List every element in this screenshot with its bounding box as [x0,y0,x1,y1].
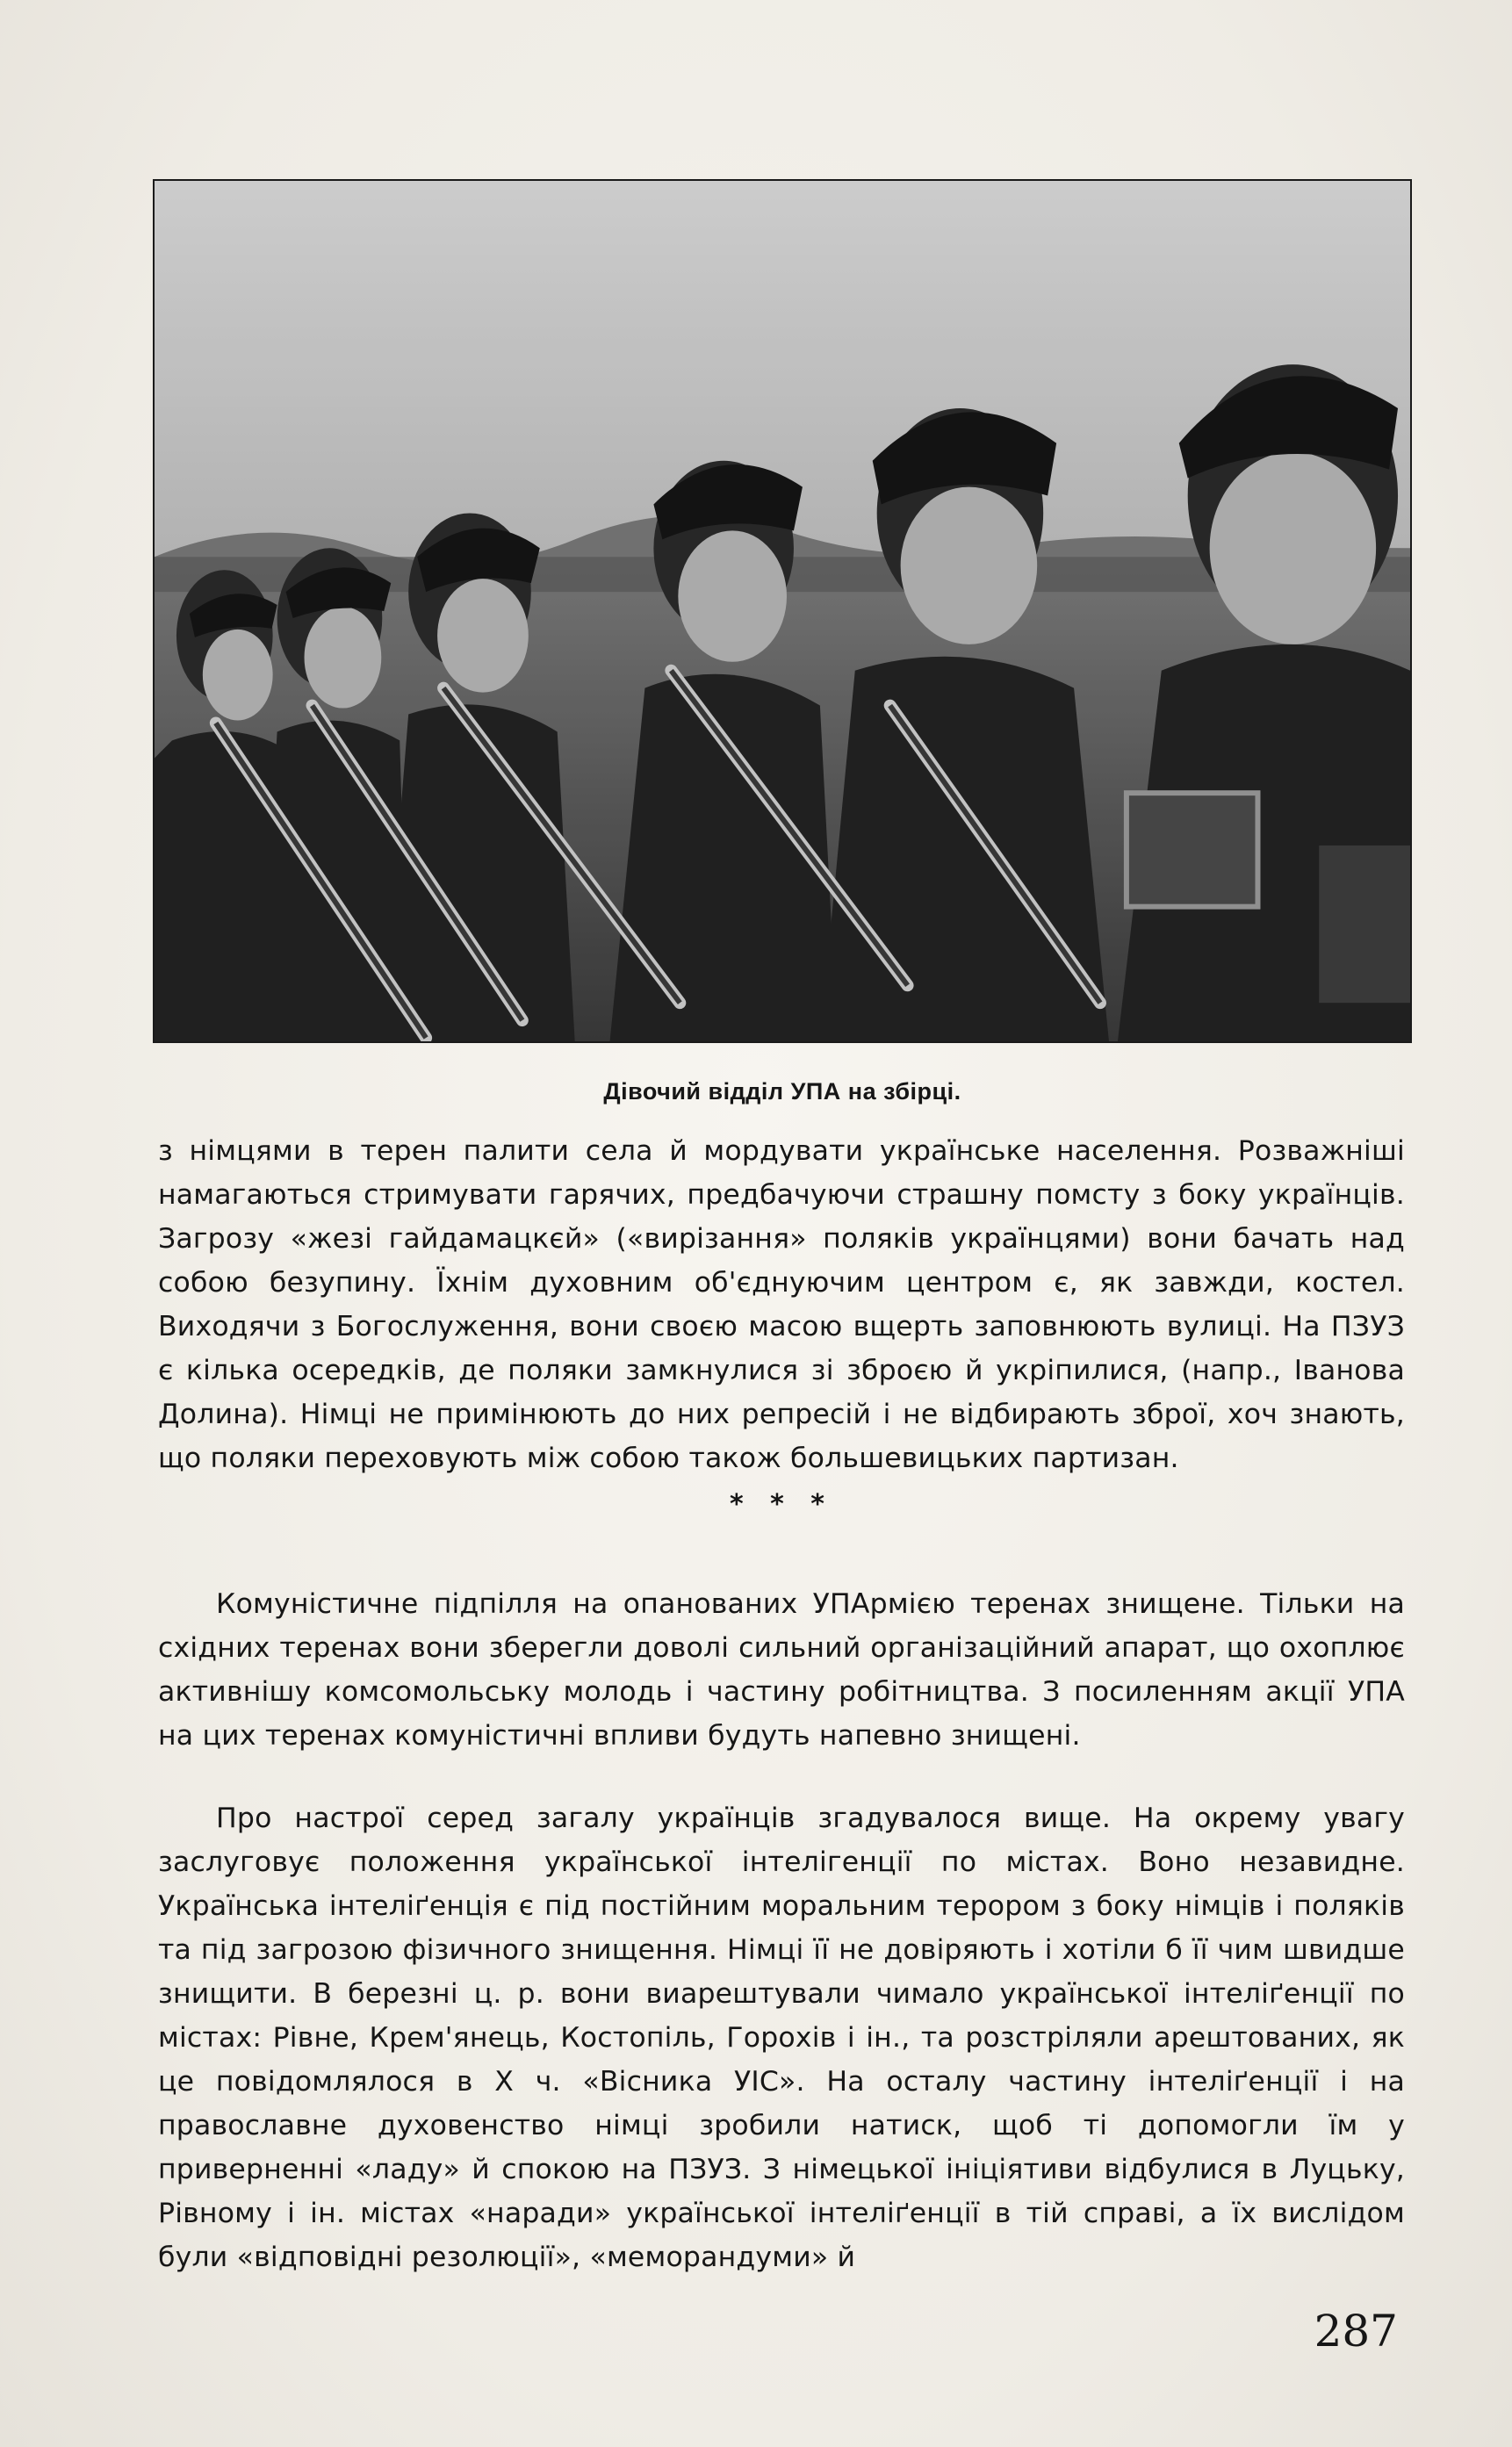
paragraph-text: Про настрої серед загалу українців згадувалося вище. На окрему увагу заслуговує положення української інтелігенції по містах. Воно незавидне. Українська інтеліґенція є під постійним моральним терором з боку німців і поляків та під загрозою фізичного знищення. Німці її не довіряють і хотіли б її чим швидше знищити. В березні ц. р. вони виарештували чимало української інтеліґенції по містах: Рівне, Крем'янець, Костопіль, Горохів і ін., та розстріляли арештованих, як це повідомлялося в Х ч. «Вісника УІС». На осталу частину інтеліґенції і на православне духовенство німці зробили натиск, щоб ті допомогли їм у приверненні «ладу» й спокою на ПЗУЗ. З німецької ініціятиви відбулися в Луцьку, Рівному і ін. містах «наради» української інтеліґенції в тій справі, а їх вислідом були «відповідні резолюції», «меморандуми» й [158,1803,1405,2273]
paragraph-2 [158,1582,1405,1758]
page-number: 287 [1314,2306,1398,2357]
paragraph-1 [158,1129,1405,1480]
paragraph-text: Комуністичне підпілля на опанованих УПАрмією теренах знищене. Тільки на східних теренах вони зберегли доволі сильний організаційний апарат, що охоплює активнішу комсомольську молодь і частину робітництва. З посиленням акції УПА на цих теренах комуністичні впливи будуть напевно знищені. [158,1588,1405,1752]
paragraph-text: з німцями в терен палити села й мордувати українське населення. Розважніші намагаються стримувати гарячих, предбачуючи страшну помсту з боку українців. Загрозу «жезі гайдамацкєй» («вирізання» поляків українцями) вони бачать над собою безупину. Їхнім духовним об'єднуючим центром є, як завжди, костел. Виходячи з Богослуження, вони своєю масою вщерть заповнюють вулиці. На ПЗУЗ є кілька осередків, де поляки замкнулися зі зброєю й укріпилися, (напр., Іванова Долина). Німці не примінюють до них репресій і не відбирають зброї, хоч знають, що поляки переховують між собою також большевицьких партизан. [158,1135,1405,1474]
photo-caption: Дівочий відділ УПА на збірці. [603,1078,961,1105]
section-separator: * * * [730,1489,833,1520]
archival-photo [153,179,1412,1043]
photo-icon [155,181,1410,1041]
paragraph-3 [158,1796,1405,2279]
